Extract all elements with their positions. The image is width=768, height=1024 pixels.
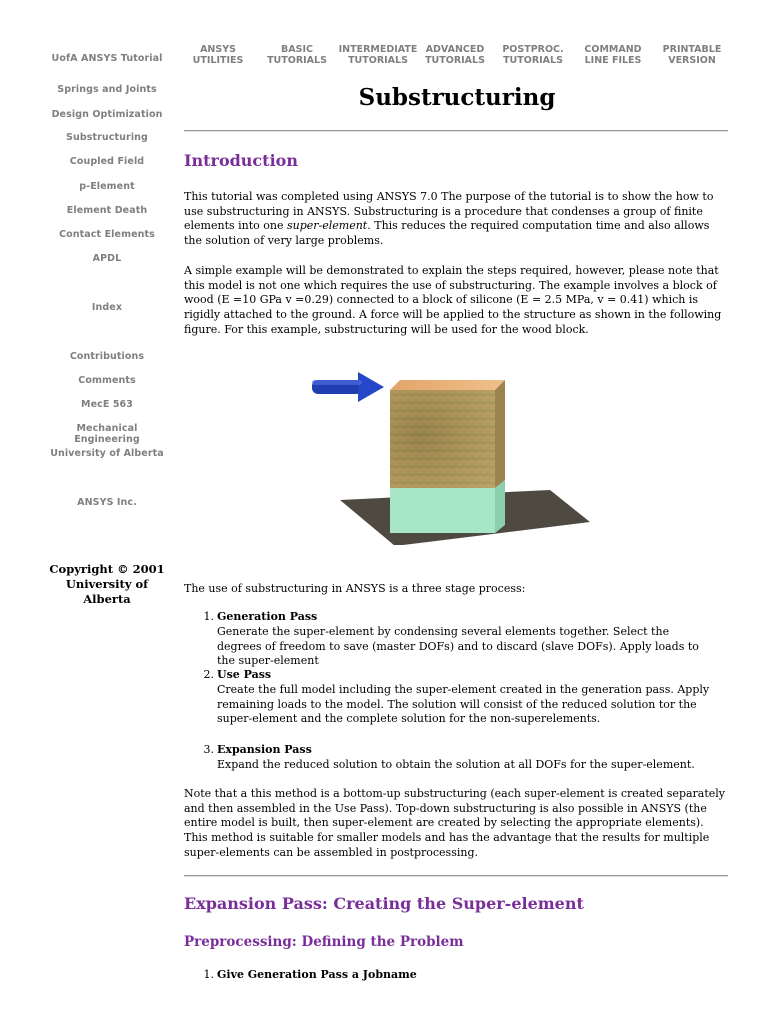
section-heading-introduction: Introduction xyxy=(184,151,298,170)
intro-text-start: This tutorial was completed using ANSYS 7.0 The purpose of the tutorial is to show the how to use substructuring in ANSYS. Substructuring is a procedure that condenses a group of finite elements into one xyxy=(184,190,714,233)
intro-paragraph xyxy=(184,190,730,249)
sidebar-item-apdl[interactable]: APDL xyxy=(92,253,122,264)
sidebar-item-element-death[interactable]: Element Death xyxy=(66,205,148,216)
nav-basic-tutorials[interactable]: BASIC TUTORIALS xyxy=(267,44,327,66)
nav-intermediate-tutorials[interactable]: INTERMEDIATE TUTORIALS xyxy=(338,44,418,66)
wood-grain xyxy=(390,390,495,488)
list-item-title: Give Generation Pass a Jobname xyxy=(217,968,417,981)
nav-command-line-files[interactable]: COMMAND LINE FILES xyxy=(584,44,642,66)
list-number: 1. xyxy=(203,610,214,623)
list-item-title: Generation Pass xyxy=(217,610,318,623)
intro-text-end: . This reduces the required computation time and also allows the solution of very large problems. xyxy=(184,219,710,248)
intro-emphasis: super-element xyxy=(286,219,368,233)
subheading-preprocessing: Preprocessing: Defining the Problem xyxy=(184,934,464,950)
divider xyxy=(184,130,728,132)
sidebar-item-ansys-inc[interactable]: ANSYS Inc. xyxy=(77,497,137,508)
nav-ansys-utilities[interactable]: ANSYS UTILITIES xyxy=(192,44,244,66)
copyright-notice xyxy=(44,562,170,607)
nav-postproc-tutorials[interactable]: POSTPROC. TUTORIALS xyxy=(502,44,564,66)
wood-block-side xyxy=(495,380,505,488)
copyright-owner: University of Alberta xyxy=(65,577,149,606)
model-figure xyxy=(300,360,600,545)
divider xyxy=(184,875,728,877)
three-stage-intro: The use of substructuring in ANSYS is a three stage process: xyxy=(184,582,526,595)
list-item-desc: Generate the super-element by condensing several elements together. Select the degrees of freedom to save (master DOFs) and to discard (slave DOFs). Apply loads to the super-element xyxy=(217,625,699,668)
sidebar-item-design-optimization[interactable]: Design Optimization xyxy=(51,109,163,120)
copyright-line: Copyright © 2001 xyxy=(49,562,165,576)
sidebar-item-index[interactable]: Index xyxy=(91,302,123,313)
section-heading-expansion-pass: Expansion Pass: Creating the Super-element xyxy=(184,894,584,913)
list-item-title: Expansion Pass xyxy=(217,743,312,756)
sidebar-item-contributions[interactable]: Contributions xyxy=(69,351,145,362)
note-paragraph: Note that a this method is a bottom-up substructuring (each super-element is created separately and then assembled in the Use Pass). Top-down substructuring is also possible in ANSYS (the entire model is built, then super-element are created by selecting the appropriate elements). This method is suitable for smaller models and has the advantage that the results for multiple super-elements can be assembled in postprocessing. xyxy=(184,787,726,859)
example-paragraph: A simple example will be demonstrated to explain the steps required, however, please note that this model is not one which requires the use of substructuring. The example involves a block of wood (E =10 GPa v =0.29) connected to a block of silicone (E = 2.5 MPa, v = 0.41) which is rigidly attached to the ground. A force will be applied to the structure as shown in the following figure. For this example, substructuring will be used for the wood block. xyxy=(184,264,722,336)
list-item-desc: Create the full model including the super-element created in the generation pass. Apply remaining loads to the model. The solution will consist of the reduced solution tor the super-element and the complete solution for the non-superelements. xyxy=(217,683,710,726)
sidebar-item-contact-elements[interactable]: Contact Elements xyxy=(59,229,155,240)
nav-advanced-tutorials[interactable]: ADVANCED TUTORIALS xyxy=(425,44,485,66)
silicone-block xyxy=(390,488,495,533)
sidebar-item-coupled-field[interactable]: Coupled Field xyxy=(69,156,145,167)
force-arrow-icon xyxy=(312,372,384,402)
list-item-desc: Expand the reduced solution to obtain the solution at all DOFs for the super-element. xyxy=(217,758,695,771)
sidebar-item-p-element[interactable]: p-Element xyxy=(79,181,135,192)
nav-printable-version[interactable]: PRINTABLE VERSION xyxy=(662,44,722,66)
sidebar-item-uofa-ansys-tutorial[interactable]: UofA ANSYS Tutorial xyxy=(51,53,163,64)
page-title: Substructuring xyxy=(358,84,556,111)
sidebar-item-comments[interactable]: Comments xyxy=(78,375,136,386)
silicone-block-side xyxy=(495,480,505,533)
sidebar-item-mece-563[interactable]: MecE 563 xyxy=(81,399,133,410)
top-nav xyxy=(184,44,730,70)
sidebar-item-university-of-alberta[interactable]: University of Alberta xyxy=(50,448,164,459)
sidebar-item-substructuring[interactable]: Substructuring xyxy=(66,132,148,143)
sidebar-item-springs-and-joints[interactable]: Springs and Joints xyxy=(57,84,157,95)
list-item-title: Use Pass xyxy=(217,668,272,681)
wood-block-top xyxy=(390,380,505,390)
list-number: 3. xyxy=(203,743,214,756)
list-number: 1. xyxy=(203,968,214,981)
sidebar-item-mechanical-engineering[interactable]: Mechanical Engineering xyxy=(74,423,140,445)
list-number: 2. xyxy=(203,668,214,681)
